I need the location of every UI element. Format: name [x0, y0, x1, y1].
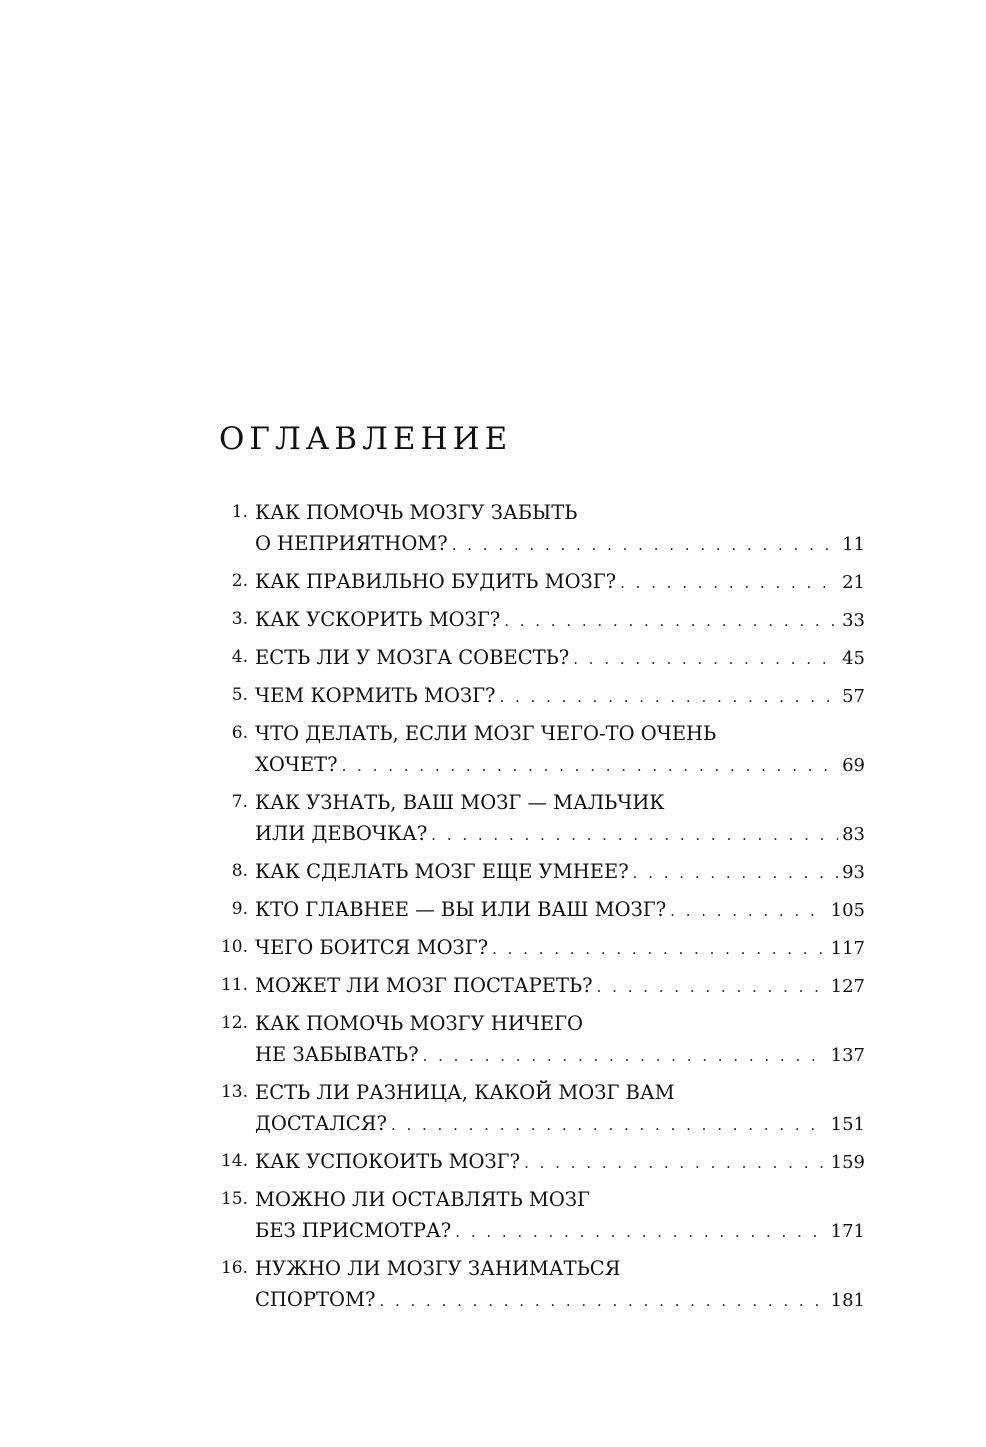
toc-entry [0, 642, 986, 675]
toc-entry [0, 1077, 986, 1141]
toc-entry-last-line [255, 680, 865, 713]
dot-leader [633, 858, 838, 889]
toc-entry-title-line: КАК ПОМОЧЬ МОЗГУ НИЧЕГО [255, 1012, 584, 1035]
toc-entry-last-line [255, 1108, 865, 1141]
toc-entry-title-line: БЕЗ ПРИСМОТРА? [255, 1219, 452, 1242]
toc-entry-last-line [255, 1146, 865, 1179]
dot-leader [524, 1148, 827, 1179]
toc-entry-last-line [255, 856, 865, 889]
toc-entry-title-line: НЕ ЗАБЫВАТЬ? [255, 1043, 419, 1066]
toc-entry-page-number: 105 [830, 900, 865, 921]
toc-entry-last-line [255, 894, 865, 927]
toc-entry-title-line: СПОРТОМ? [255, 1288, 376, 1311]
toc-entry-number: 6. [231, 723, 248, 743]
toc-entry-title-line: ДОСТАЛСЯ? [255, 1112, 387, 1135]
toc-entry [0, 604, 986, 637]
toc-entry [0, 970, 986, 1003]
toc-entry-page-number: 69 [842, 755, 865, 776]
dot-leader [573, 644, 838, 675]
dot-leader [423, 1041, 827, 1072]
toc-entry-number: 15. [220, 1189, 248, 1209]
toc-entry [0, 932, 986, 965]
toc-entry-number: 7. [231, 792, 248, 812]
toc-entry [0, 497, 986, 561]
toc-entry-title-line: КАК УСПОКОИТЬ МОЗГ? [255, 1150, 521, 1173]
toc-entry-number: 12. [220, 1013, 248, 1033]
dot-leader [342, 751, 838, 782]
toc-entry-title-line: МОЖНО ЛИ ОСТАВЛЯТЬ МОЗГ [255, 1188, 590, 1211]
toc-entry-title-line: ЕСТЬ ЛИ РАЗНИЦА, КАКОЙ МОЗГ ВАМ [255, 1081, 675, 1104]
toc-entry-page-number: 181 [830, 1290, 865, 1311]
toc-entry-page-number: 171 [830, 1221, 865, 1242]
dot-leader [455, 1217, 826, 1248]
toc-entry-title-line: МОЖЕТ ЛИ МОЗГ ПОСТАРЕТЬ? [255, 974, 593, 997]
dot-leader [504, 606, 838, 637]
toc-entry-page-number: 151 [830, 1114, 865, 1135]
toc-entry-last-line [255, 818, 865, 851]
dot-leader [431, 820, 838, 851]
toc-entry-last-line [255, 970, 865, 1003]
toc-entry-number: 11. [220, 975, 248, 995]
dot-leader [597, 972, 827, 1003]
toc-entry [0, 1146, 986, 1179]
toc-entry-last-line [255, 1039, 865, 1072]
toc-entry [0, 1008, 986, 1072]
toc-entry-page-number: 45 [842, 648, 865, 669]
toc-entry-number: 13. [220, 1082, 248, 1102]
toc-entry-last-line [255, 604, 865, 637]
toc-entry-title-line: НУЖНО ЛИ МОЗГУ ЗАНИМАТЬСЯ [255, 1257, 621, 1280]
toc-entry-number: 4. [231, 647, 248, 667]
toc-entry-number: 5. [231, 685, 248, 705]
toc-entry-title-line: ЕСТЬ ЛИ У МОЗГА СОВЕСТЬ? [255, 646, 570, 669]
toc-entry-number: 9. [231, 899, 248, 919]
toc-entry-last-line [255, 932, 865, 965]
toc-entry-number: 2. [231, 571, 248, 591]
toc-entry [0, 894, 986, 927]
toc-entry-page-number: 21 [842, 572, 865, 593]
toc-entry-page-number: 159 [830, 1152, 865, 1173]
toc-entry-last-line [255, 642, 865, 675]
toc-entry [0, 787, 986, 851]
toc-entry [0, 680, 986, 713]
toc-entry-title-line: КАК ПРАВИЛЬНО БУДИТЬ МОЗГ? [255, 570, 617, 593]
toc-entry-last-line [255, 1215, 865, 1248]
toc-entry-title-line: ЧТО ДЕЛАТЬ, ЕСЛИ МОЗГ ЧЕГО-ТО ОЧЕНЬ [255, 722, 717, 745]
toc-entry-page-number: 33 [842, 610, 865, 631]
toc-entry [0, 856, 986, 889]
toc-entry-last-line [255, 1284, 865, 1317]
dot-leader [670, 896, 826, 927]
toc-entry-last-line [255, 528, 865, 561]
toc-entry-page-number: 117 [830, 938, 865, 959]
toc-entry-number: 8. [231, 861, 248, 881]
toc-entry-number: 1. [231, 502, 248, 522]
toc-entry-number: 16. [220, 1258, 248, 1278]
toc-entry-number: 3. [231, 609, 248, 629]
dot-leader [379, 1286, 826, 1317]
toc-entry-page-number: 93 [842, 862, 865, 883]
toc-entry [0, 718, 986, 782]
page-title: ОГЛАВЛЕНИЕ [219, 421, 513, 457]
toc-list [0, 497, 986, 1322]
toc-entry-page-number: 127 [830, 976, 865, 997]
toc-entry-title-line: КТО ГЛАВНЕЕ — ВЫ ИЛИ ВАШ МОЗГ? [255, 898, 667, 921]
toc-entry-last-line [255, 566, 865, 599]
toc-entry-title-line: ХОЧЕТ? [255, 753, 338, 776]
toc-entry-page-number: 83 [842, 824, 865, 845]
toc-entry-number: 10. [220, 937, 248, 957]
toc-entry-title-line: ЧЕГО БОИТСЯ МОЗГ? [255, 936, 489, 959]
toc-entry-title-line: О НЕПРИЯТНОМ? [255, 532, 448, 555]
toc-entry-title-line: ЧЕМ КОРМИТЬ МОЗГ? [255, 684, 496, 707]
toc-entry-page-number: 137 [830, 1045, 865, 1066]
toc-entry-number: 14. [220, 1151, 248, 1171]
dot-leader [391, 1110, 827, 1141]
toc-entry-title-line: КАК УЗНАТЬ, ВАШ МОЗГ — МАЛЬЧИК [255, 791, 665, 814]
dot-leader [492, 934, 827, 965]
toc-entry-title-line: ИЛИ ДЕВОЧКА? [255, 822, 428, 845]
toc-entry [0, 566, 986, 599]
toc-entry-page-number: 57 [842, 686, 865, 707]
dot-leader [499, 682, 838, 713]
toc-entry-last-line [255, 749, 865, 782]
toc-entry [0, 1253, 986, 1317]
toc-entry-title-line: КАК ПОМОЧЬ МОЗГУ ЗАБЫТЬ [255, 501, 578, 524]
toc-entry-title-line: КАК УСКОРИТЬ МОЗГ? [255, 608, 501, 631]
dot-leader [452, 530, 838, 561]
toc-entry-title-line: КАК СДЕЛАТЬ МОЗГ ЕЩЕ УМНЕЕ? [255, 860, 629, 883]
dot-leader [620, 568, 838, 599]
toc-entry-page-number: 11 [842, 534, 865, 555]
toc-entry [0, 1184, 986, 1248]
